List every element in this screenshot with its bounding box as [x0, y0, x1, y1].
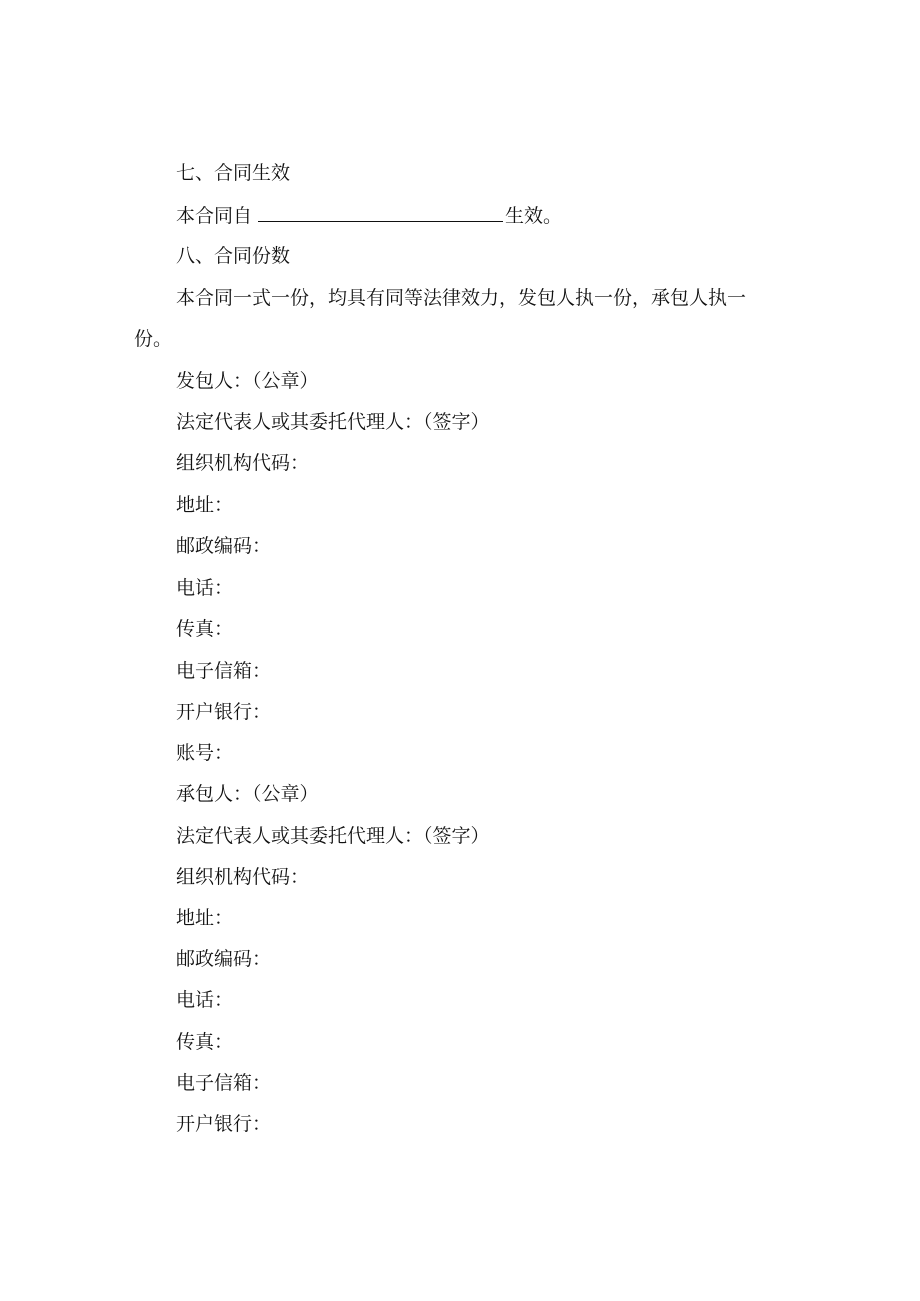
copies-text-line1: 本合同一式一份，均具有同等法律效力，发包人执一份，承包人执一	[176, 287, 747, 309]
employer-org-code: 组织机构代码：	[176, 452, 310, 474]
employer-postal-code: 邮政编码：	[176, 535, 272, 557]
contractor-representative: 法定代表人或其委托代理人：（签字）	[176, 825, 490, 847]
employer-fax: 传真：	[176, 618, 234, 640]
employer-email: 电子信箱：	[176, 660, 272, 682]
effective-date-blank	[258, 203, 503, 222]
contractor-phone: 电话：	[176, 989, 234, 1011]
employer-phone: 电话：	[176, 577, 234, 599]
copies-text-line2: 份。	[134, 328, 173, 350]
section-7-heading: 七、合同生效	[176, 162, 291, 184]
employer-address: 地址：	[176, 494, 234, 516]
contractor-address: 地址：	[176, 907, 234, 929]
employer-party: 发包人：（公章）	[176, 370, 319, 392]
contractor-org-code: 组织机构代码：	[176, 866, 310, 888]
employer-representative: 法定代表人或其委托代理人：（签字）	[176, 411, 490, 433]
effective-suffix: 生效。	[505, 205, 563, 227]
section-8-heading: 八、合同份数	[176, 245, 291, 267]
contractor-party: 承包人：（公章）	[176, 783, 319, 805]
contractor-postal-code: 邮政编码：	[176, 948, 272, 970]
contractor-email: 电子信箱：	[176, 1072, 272, 1094]
employer-account: 账号：	[176, 742, 234, 764]
effective-date-line	[176, 203, 562, 228]
effective-prefix: 本合同自	[176, 205, 253, 227]
contractor-bank: 开户银行：	[176, 1113, 272, 1135]
contractor-fax: 传真：	[176, 1031, 234, 1053]
employer-bank: 开户银行：	[176, 701, 272, 723]
